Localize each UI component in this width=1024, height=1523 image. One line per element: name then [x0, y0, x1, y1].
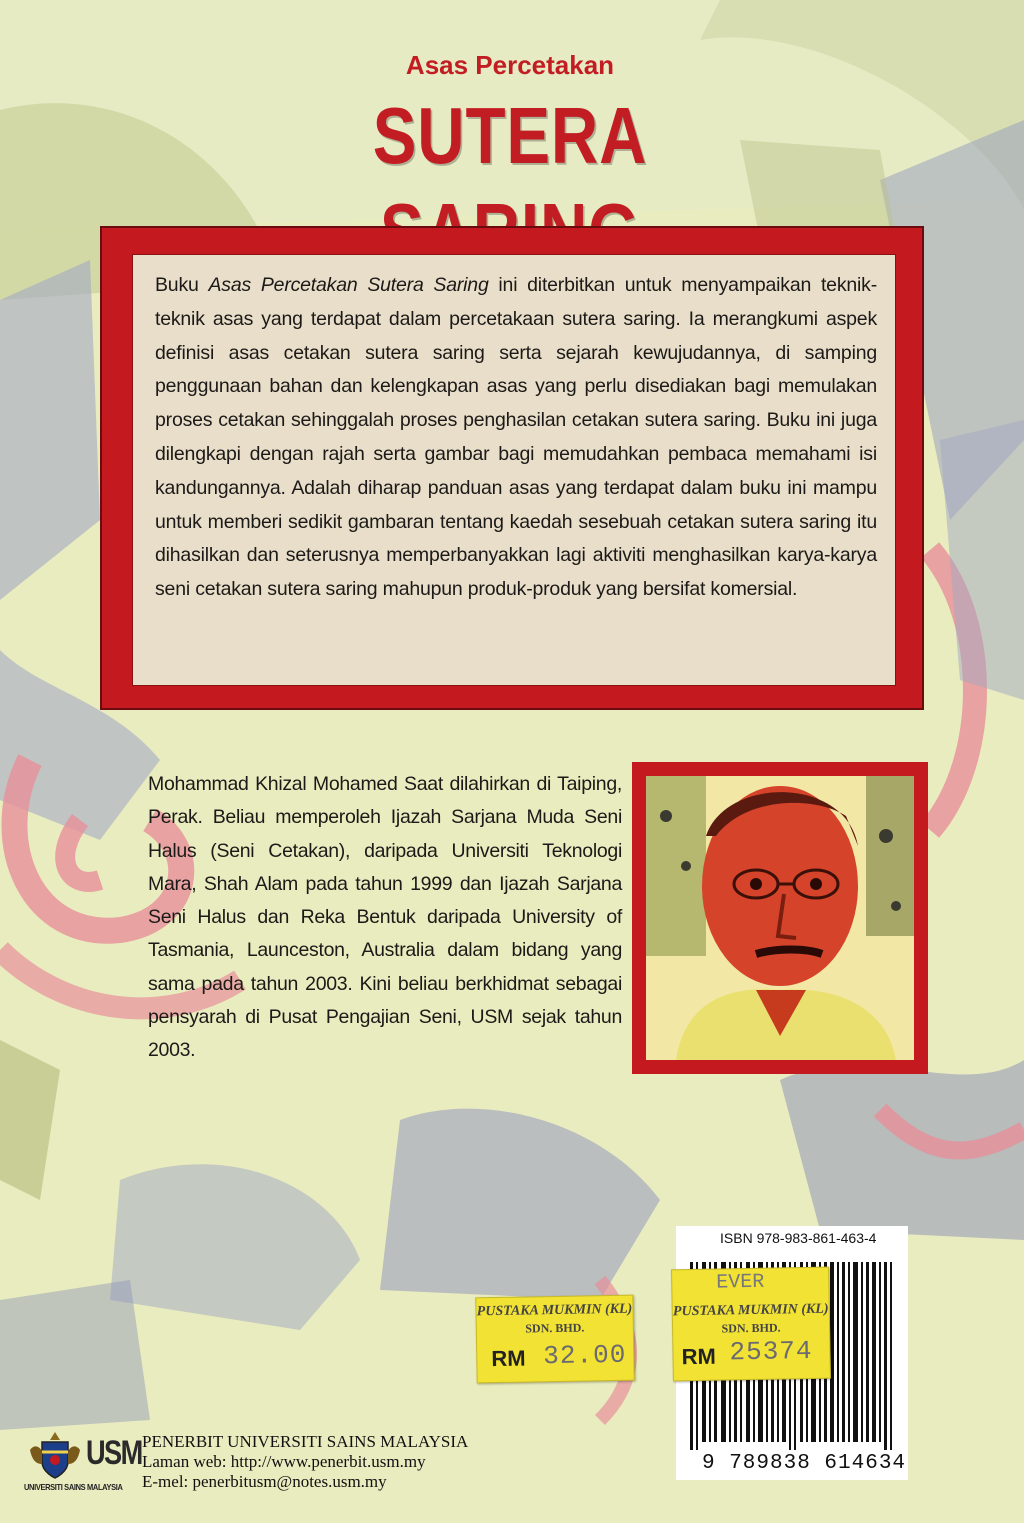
price-sticker-right: [671, 1267, 831, 1382]
description-panel: [132, 254, 896, 686]
description-body: ini diterbitkan untuk menyampaikan teknik-teknik asas yang terdapat dalam percetakaan sutera saring. Ia merangkumi aspek definisi asas cetakan sutera saring serta sejarah kewujudannya, di samping penggunaan bahan dan kelengkapan asas yang perlu disediakan bagi memulakan proses cetakan sehinggalah proses penghasilan cetakan sutera saring. Buku ini juga dilengkapi dengan rajah serta gambar bagi memudahkan pembaca memahami isi kandungannya. Adalah diharap panduan asas yang terdapat dalam buku ini mampu untuk memberi sedikit gambaran tentang kaedah sesebuah cetakan sutera saring itu dihasilkan dan seterusnya memperbanyakkan lagi aktiviti menghasilkan karya-karya seni cetakan sutera saring mahupun produk-produk yang bersifat komersial.: [155, 274, 877, 601]
sticker-sdn: SDN. BHD.: [525, 1320, 585, 1336]
author-photo: [646, 776, 914, 1060]
isbn-number: ISBN 978-983-861-463-4: [720, 1230, 877, 1246]
sticker-sdn: SDN. BHD.: [721, 1320, 781, 1336]
author-bio: Mohammad Khizal Mohamed Saat dilahirkan di Taiping, Perak. Beliau memperoleh Ijazah Sarjana Muda Seni Halus (Seni Cetakan), daripada Universiti Teknologi Mara, Shah Alam pada tahun 1999 dan Ijazah Sarjana Seni Halus dan Reka Bentuk daripada University of Tasmania, Launceston, Australia dalam bidang yang sama pada tahun 2003. Kini beliau berkhidmat sebagai pensyarah di Pusat Pengajian Seni, USM sejak tahun 2003.: [148, 773, 622, 1062]
sticker-price: 32.00: [543, 1339, 627, 1372]
publisher-email: E-mel: penerbitusm@notes.usm.my: [142, 1472, 387, 1491]
barcode-digits: 9 789838 614634: [702, 1452, 907, 1475]
description-frame: [100, 226, 924, 710]
publisher-website: Laman web: http://www.penerbit.usm.my: [142, 1452, 426, 1471]
sticker-code: 25374: [729, 1335, 813, 1368]
description-book-title: Asas Percetakan Sutera Saring: [208, 274, 489, 296]
usm-logo-caption: UNIVERSITI SAINS MALAYSIA: [24, 1482, 123, 1492]
usm-crest-icon: [28, 1430, 82, 1480]
title-kicker: Asas Percetakan: [405, 50, 615, 80]
author-photo-frame: [632, 762, 928, 1074]
sticker-store-name: PUSTAKA MUKMIN (KL): [672, 1301, 829, 1320]
author-portrait-image: [646, 776, 914, 1060]
sticker-currency: RM: [491, 1345, 526, 1372]
book-title: SUTERA: [372, 91, 648, 180]
sticker-ever: EVER: [716, 1270, 765, 1295]
description-lead: Buku: [155, 274, 209, 296]
usm-logo: USM: [86, 1434, 142, 1472]
price-sticker-left: [475, 1295, 634, 1384]
book-description: [155, 269, 877, 607]
sticker-store-name: PUSTAKA MUKMIN (KL): [476, 1301, 633, 1320]
publisher-footer: [22, 1428, 582, 1498]
sticker-currency: RM: [681, 1343, 716, 1370]
publisher-name: PENERBIT UNIVERSITI SAINS MALAYSIA: [142, 1432, 469, 1451]
